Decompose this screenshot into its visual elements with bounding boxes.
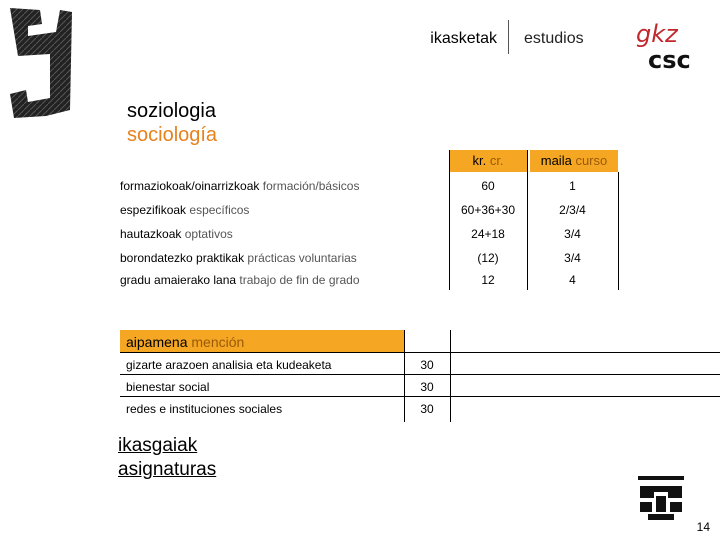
credits-label-es: cr. [489, 153, 504, 168]
header-studies-eus: ikasketak [430, 30, 497, 47]
subjects-link-eus[interactable]: ikasgaiak [118, 435, 198, 456]
table-cell-course: 1 [569, 179, 576, 193]
mention-item-credits: 30 [420, 380, 434, 394]
table-cell-credits: (12) [477, 251, 499, 265]
mention-item-credits: 30 [420, 358, 434, 372]
course-label-eus: maila [540, 153, 572, 168]
gkz-csc-logo [632, 14, 696, 74]
table-cell-course: 3/4 [564, 227, 581, 241]
mention-grid-line [120, 396, 720, 397]
university-logo [636, 474, 686, 522]
table-cell-credits: 60+36+30 [460, 203, 516, 217]
mention-grid-line [120, 352, 720, 353]
course-label-es: curso [575, 153, 608, 168]
header-studies-es: estudios [524, 30, 584, 47]
table-cell-course: 2/3/4 [559, 203, 586, 217]
table-row-label: hautazkoak optativos [120, 227, 233, 241]
csc-logo-text: csc [648, 46, 691, 74]
mention-label-es: mención [191, 334, 245, 350]
column-header-course [530, 150, 618, 172]
faculty-brush-logo [6, 2, 76, 122]
table-grid-line [449, 150, 450, 290]
table-row-label: borondatezko praktikak prácticas voluntarias [120, 251, 357, 265]
table-cell-course: 4 [569, 273, 576, 287]
mention-grid-line [120, 374, 720, 375]
mention-item-label: gizarte arazoen analisia eta kudeaketa [126, 358, 332, 372]
mention-grid-line [450, 330, 451, 422]
page-title-eus: soziologia [127, 100, 216, 122]
mention-header [120, 330, 404, 352]
page-title-es: sociología [127, 124, 218, 146]
subjects-link-es[interactable]: asignaturas [118, 459, 217, 480]
table-grid-line [618, 172, 619, 290]
page-number: 14 [696, 520, 710, 534]
mention-label-eus: aipamena [126, 334, 188, 350]
table-row-label: espezifikoak específicos [120, 203, 250, 217]
credits-label-eus: kr. [472, 153, 487, 168]
column-header-credits [449, 150, 527, 172]
table-cell-credits: 60 [481, 179, 495, 193]
mention-item-credits: 30 [420, 402, 434, 416]
header-divider [508, 20, 509, 54]
table-cell-credits: 12 [481, 273, 495, 287]
mention-item-label: bienestar social [126, 380, 210, 394]
table-row-label: gradu amaierako lana trabajo de fin de grado [120, 273, 360, 287]
table-cell-course: 3/4 [564, 251, 581, 265]
table-cell-credits: 24+18 [471, 227, 505, 241]
table-row-label: formaziokoak/oinarrizkoak formación/básicos [120, 179, 360, 193]
gkz-logo-text: gkz [636, 20, 678, 48]
table-grid-line [527, 150, 528, 290]
mention-item-label: redes e instituciones sociales [126, 402, 283, 416]
